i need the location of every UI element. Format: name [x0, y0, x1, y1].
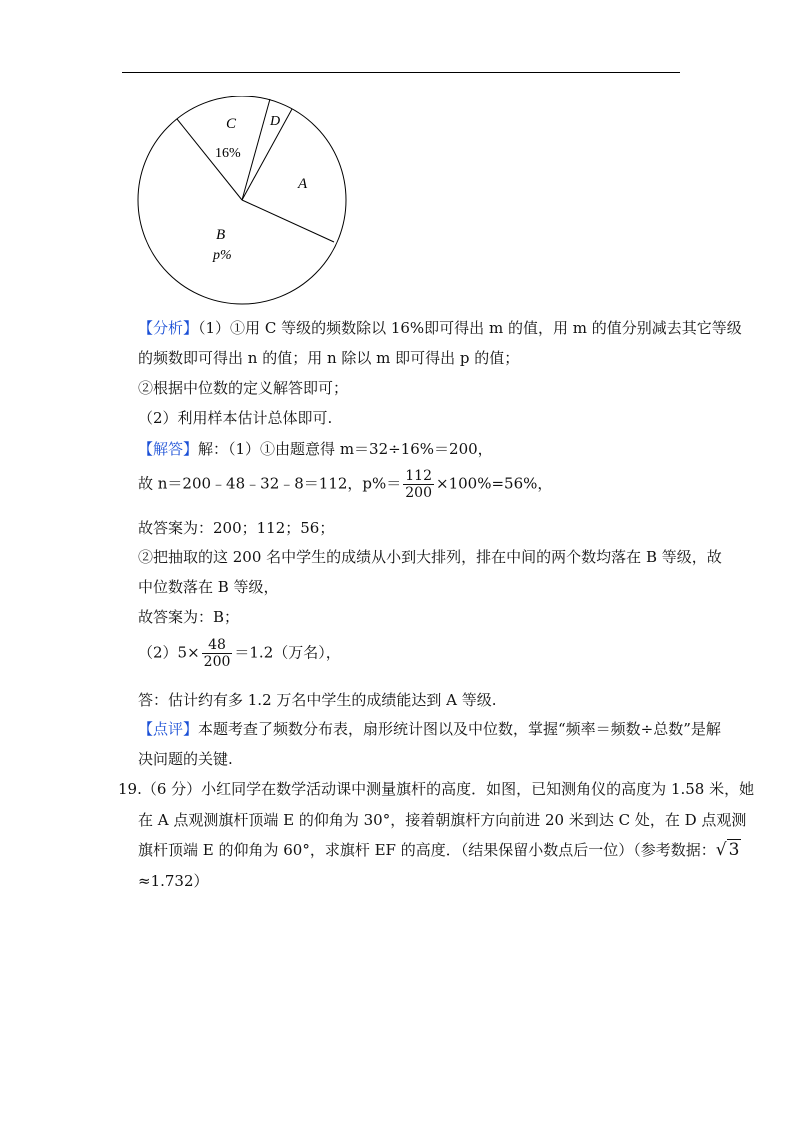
answer-tag: 【解答】	[138, 440, 199, 458]
sqrt-3: √ 3	[715, 840, 740, 860]
answer-text-2-post: ×100%=56%，	[436, 474, 553, 493]
pie-label-d: D	[270, 114, 281, 129]
answer-line-5: 中位数落在 B 等级，	[138, 578, 279, 596]
answer-line-6: 故答案为：B；	[138, 608, 240, 626]
pie-label-c: C	[226, 116, 237, 132]
question-19-line-1: 19.（6 分）小红同学在数学活动课中测量旗杆的高度．如图，已知测角仪的高度为 1.58 米，她	[118, 780, 755, 798]
fraction-48-200	[202, 637, 233, 670]
question-19-text-3: 旗杆顶端 E 的仰角为 60°，求旗杆 EF 的高度．（结果保留小数点后一位）（参考数据：	[138, 841, 716, 859]
answer-text-7-pre: （2）5×	[138, 643, 200, 662]
pie-radius-c-d	[242, 99, 270, 200]
pie-radius-a-b	[242, 200, 334, 242]
answer-text-7-post: ＝1.2（万名），	[234, 643, 341, 662]
comment-line-2: 决问题的关键.	[138, 750, 233, 768]
comment-text-1: 本题考查了频数分布表，扇形统计图以及中位数，掌握“频率＝频数÷总数”是解	[198, 720, 721, 738]
answer-line-8: 答：估计约有多 1.2 万名中学生的成绩能达到 A 等级.	[138, 691, 497, 709]
header-rule	[122, 72, 680, 73]
analysis-line-1	[138, 318, 742, 338]
answer-text-1: 解：（1）①由题意得 m＝32÷16%＝200，	[198, 440, 493, 458]
pie-label-a: A	[298, 176, 308, 192]
answer-line-1	[138, 439, 493, 459]
answer-line-2	[138, 468, 552, 501]
pie-chart-figure	[136, 96, 356, 306]
sqrt-radicand: 3	[728, 840, 740, 860]
pie-percent-b: p%	[213, 248, 232, 263]
answer-line-3: 故答案为：200；112；56；	[138, 519, 335, 537]
fraction-denominator: 200	[405, 485, 432, 501]
fraction-numerator: 112	[405, 468, 432, 484]
question-19-line-2: 在 A 点观测旗杆顶端 E 的仰角为 30°，接着朝旗杆方向前进 20 米到达 C 处，在 D 点观测	[138, 811, 747, 829]
pie-label-b: B	[216, 227, 226, 243]
analysis-line-4: （2）利用样本估计总体即可.	[138, 409, 333, 427]
question-19-line-4: ≈1.732）	[138, 872, 209, 890]
fraction-denominator: 200	[203, 654, 231, 670]
question-19-line-3	[138, 840, 741, 860]
analysis-line-3: ②根据中位数的定义解答即可；	[138, 379, 349, 397]
comment-tag: 【点评】	[138, 720, 199, 738]
pie-percent-c: 16%	[215, 146, 241, 161]
analysis-line-2: 的频数即可得出 n 的值；用 n 除以 m 即可得出 p 的值；	[138, 349, 520, 367]
fraction-numerator: 48	[202, 637, 233, 654]
comment-line-1	[138, 719, 721, 739]
answer-line-4: ②把抽取的这 200 名中学生的成绩从小到大排列，排在中间的两个数均落在 B 等级，故	[138, 548, 722, 566]
analysis-tag: 【分析】	[138, 319, 199, 337]
analysis-text-1: （1）①用 C 等级的频数除以 16%即可得出 m 的值，用 m 的值分别减去其它等级	[198, 319, 742, 337]
answer-line-7	[138, 637, 341, 670]
fraction-112-200	[403, 468, 434, 501]
answer-text-2-pre: 故 n＝200﹣48﹣32﹣8＝112，p%＝	[138, 474, 402, 493]
pie-radius-d-a	[242, 109, 292, 200]
